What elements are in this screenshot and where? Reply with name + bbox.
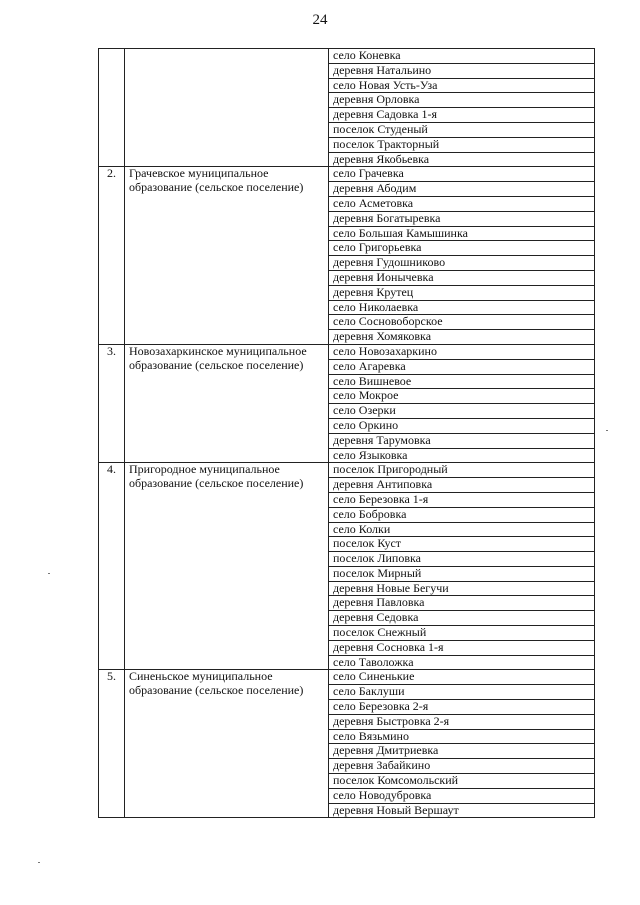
settlement-name: деревня Богатыревка [329, 211, 595, 226]
settlement-name: село Баклуши [329, 685, 595, 700]
settlement-name: поселок Липовка [329, 552, 595, 567]
table-row [99, 49, 595, 64]
settlement-name: село Грачевка [329, 167, 595, 182]
municipality-name: Пригородное муниципальное образование (сельское поселение) [125, 463, 329, 670]
settlement-name: деревня Седовка [329, 611, 595, 626]
municipality-name: Синеньское муниципальное образование (сельское поселение) [125, 670, 329, 818]
settlements-table [98, 48, 595, 818]
settlement-name: поселок Тракторный [329, 137, 595, 152]
settlement-name: поселок Куст [329, 537, 595, 552]
settlement-name: село Колки [329, 522, 595, 537]
settlement-name: деревня Антиповка [329, 478, 595, 493]
group-number: 5. [99, 670, 125, 818]
settlement-name: деревня Новый Вершаут [329, 803, 595, 818]
settlement-name: деревня Сосновка 1-я [329, 640, 595, 655]
settlement-name: село Большая Камышинка [329, 226, 595, 241]
settlement-name: село Вишневое [329, 374, 595, 389]
settlement-name: деревня Садовка 1-я [329, 108, 595, 123]
page-number: 24 [312, 12, 328, 28]
settlement-name: деревня Гудошниково [329, 256, 595, 271]
settlement-name: деревня Хомяковка [329, 330, 595, 345]
settlement-name: деревня Натальино [329, 63, 595, 78]
table-row [99, 463, 595, 478]
settlement-name: село Коневка [329, 49, 595, 64]
settlement-name: деревня Крутец [329, 285, 595, 300]
settlement-name: село Мокрое [329, 389, 595, 404]
settlement-name: деревня Забайкино [329, 759, 595, 774]
settlements-table-body [99, 49, 595, 818]
settlement-name: село Новодубровка [329, 788, 595, 803]
settlement-name: село Асметовка [329, 196, 595, 211]
scan-speck [606, 430, 608, 431]
group-number: 3. [99, 344, 125, 462]
settlement-name: поселок Комсомольский [329, 774, 595, 789]
settlement-name: деревня Дмитриевка [329, 744, 595, 759]
settlement-name: деревня Тарумовка [329, 433, 595, 448]
settlement-name: деревня Орловка [329, 93, 595, 108]
settlement-name: село Новая Усть-Уза [329, 78, 595, 93]
municipality-name: Грачевское муниципальное образование (сельское поселение) [125, 167, 329, 345]
settlement-name: поселок Студеный [329, 122, 595, 137]
scan-speck [38, 862, 40, 863]
settlement-name: село Языковка [329, 448, 595, 463]
settlement-name: село Оркино [329, 418, 595, 433]
settlement-name: село Бобровка [329, 507, 595, 522]
settlement-name: поселок Пригородный [329, 463, 595, 478]
settlement-name: поселок Снежный [329, 626, 595, 641]
scan-speck [48, 573, 50, 574]
settlement-name: село Новозахаркино [329, 344, 595, 359]
table-row [99, 344, 595, 359]
settlement-name: село Николаевка [329, 300, 595, 315]
settlement-name: деревня Ионычевка [329, 270, 595, 285]
settlement-name: село Синенькие [329, 670, 595, 685]
table-row [99, 167, 595, 182]
group-number: 4. [99, 463, 125, 670]
settlement-name: поселок Мирный [329, 566, 595, 581]
settlement-name: село Березовка 2-я [329, 700, 595, 715]
group-number: 2. [99, 167, 125, 345]
group-number [99, 49, 125, 167]
settlement-name: село Сосновоборское [329, 315, 595, 330]
settlement-name: село Григорьевка [329, 241, 595, 256]
settlement-name: село Березовка 1-я [329, 492, 595, 507]
settlement-name: деревня Павловка [329, 596, 595, 611]
settlement-name: село Озерки [329, 404, 595, 419]
settlement-name: деревня Абодим [329, 182, 595, 197]
settlement-name: село Таволожка [329, 655, 595, 670]
settlement-name: деревня Якобьевка [329, 152, 595, 167]
municipality-name [125, 49, 329, 167]
settlement-name: село Агаревка [329, 359, 595, 374]
settlement-name: село Вязьмино [329, 729, 595, 744]
table-row [99, 670, 595, 685]
settlement-name: деревня Новые Бегучи [329, 581, 595, 596]
settlement-name: деревня Быстровка 2-я [329, 714, 595, 729]
municipality-name: Новозахаркинское муниципальное образование (сельское поселение) [125, 344, 329, 462]
